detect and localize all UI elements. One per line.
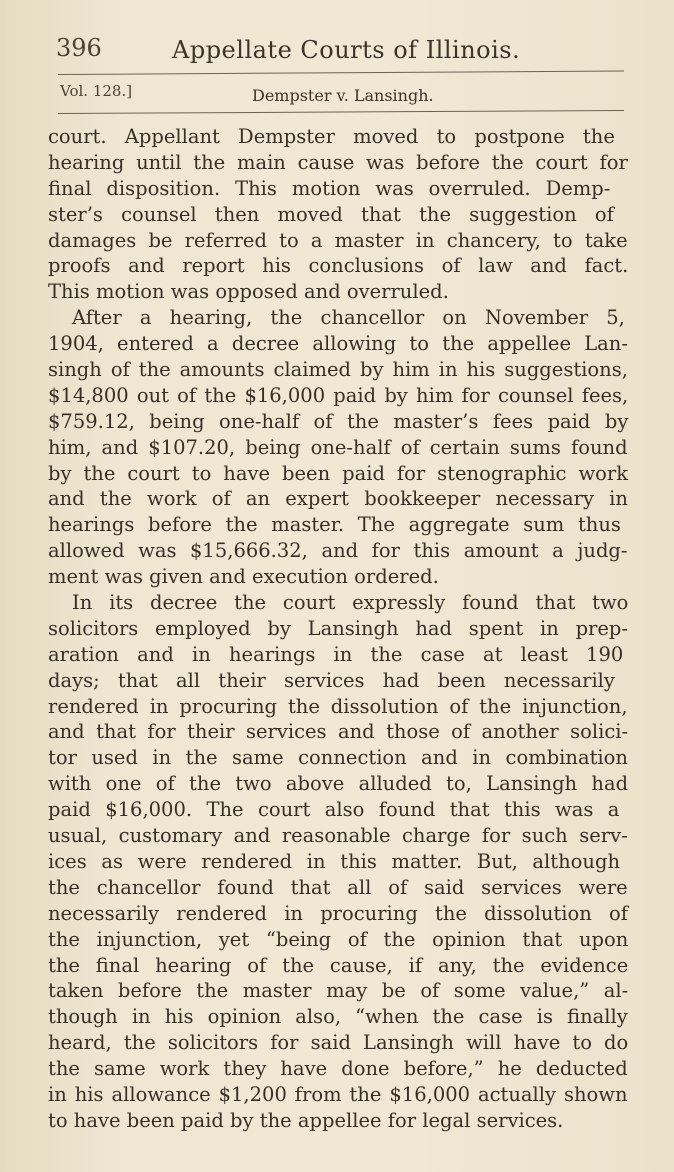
text-line: taken before the master may be of some value,” al- [48, 979, 629, 1003]
text-line: hearing until the main cause was before the court for [48, 150, 628, 174]
body-text [48, 124, 628, 1134]
text-line: necessarily rendered in procuring the dissolution of [48, 901, 628, 925]
header-rule-bottom [58, 110, 624, 114]
text-line: though in his opinion also, “when the case is finally [48, 1005, 628, 1029]
text-line: the final hearing of the cause, if any, the evidence [48, 953, 629, 977]
text-line: in his allowance $1,200 from the $16,000 actually shown [48, 1082, 628, 1106]
running-head: Appellate Courts of Illinois. [172, 36, 521, 64]
text-line: damages be referred to a master in chancery, to take [48, 228, 628, 252]
text-line: ment was given and execution ordered. [48, 565, 439, 589]
text-line: ster’s counsel then moved that the suggestion of [48, 202, 614, 226]
page-number: 396 [56, 34, 102, 62]
text-line: $14,800 out of the $16,000 paid by him for counsel fees, [48, 383, 629, 407]
text-line: court. Appellant Dempster moved to postpone the [48, 125, 615, 148]
text-line: with one of the two above alluded to, Lansingh had [48, 772, 629, 796]
header-rule-top [58, 71, 624, 75]
text-line: the injunction, yet “being of the opinion that upon [48, 927, 629, 951]
text-line: aration and in hearings in the case at least 190 [48, 642, 624, 666]
paragraph-start-line: After a hearing, the chancellor on November 5, [72, 306, 625, 330]
text-line: singh of the amounts claimed by him in his suggestions, [48, 358, 628, 382]
text-line: tor used in the same connection and in combination [48, 746, 628, 770]
text-line: by the court to have been paid for stenographic work [48, 461, 629, 485]
text-line: final disposition. This motion was overruled. Demp- [48, 176, 611, 200]
text-line: and the work of an expert bookkeeper necessary in [48, 487, 628, 511]
text-line: rendered in procuring the dissolution of the injunction, [48, 694, 628, 718]
text-line: the same work they have done before,” he deducted [48, 1057, 628, 1081]
text-line: hearings before the master. The aggregate sum thus [48, 513, 621, 537]
text-line: $759.12, being one-half of the master’s fees paid by [48, 409, 629, 433]
text-line: and that for their services and those of another solici- [48, 720, 629, 744]
volume-label: Vol. 128.] [60, 82, 133, 100]
text-line: 1904, entered a decree allowing to the appellee Lan- [48, 332, 628, 356]
text-line: days; that all their services had been necessarily [48, 668, 615, 692]
text-line: This motion was opposed and overruled. [48, 280, 449, 304]
text-line: to have been paid by the appellee for legal services. [48, 1108, 564, 1132]
text-line: proofs and report his conclusions of law and fact. [48, 254, 629, 278]
case-title: Dempster v. Lansingh. [252, 86, 434, 105]
text-line: paid $16,000. The court also found that this was a [48, 798, 620, 822]
text-line: heard, the solicitors for said Lansingh will have to do [48, 1031, 629, 1055]
text-line: allowed was $15,666.32, and for this amount a judg- [48, 539, 628, 563]
text-line: him, and $107.20, being one-half of certain sums found [48, 435, 628, 459]
text-line: solicitors employed by Lansingh had spent in prep- [48, 616, 628, 640]
text-line: ices as were rendered in this matter. But, although [48, 849, 621, 873]
text-line: usual, customary and reasonable charge for such serv- [48, 824, 628, 848]
paragraph-start-line: In its decree the court expressly found that two [72, 591, 629, 615]
text-line: the chancellor found that all of said services were [48, 875, 628, 899]
